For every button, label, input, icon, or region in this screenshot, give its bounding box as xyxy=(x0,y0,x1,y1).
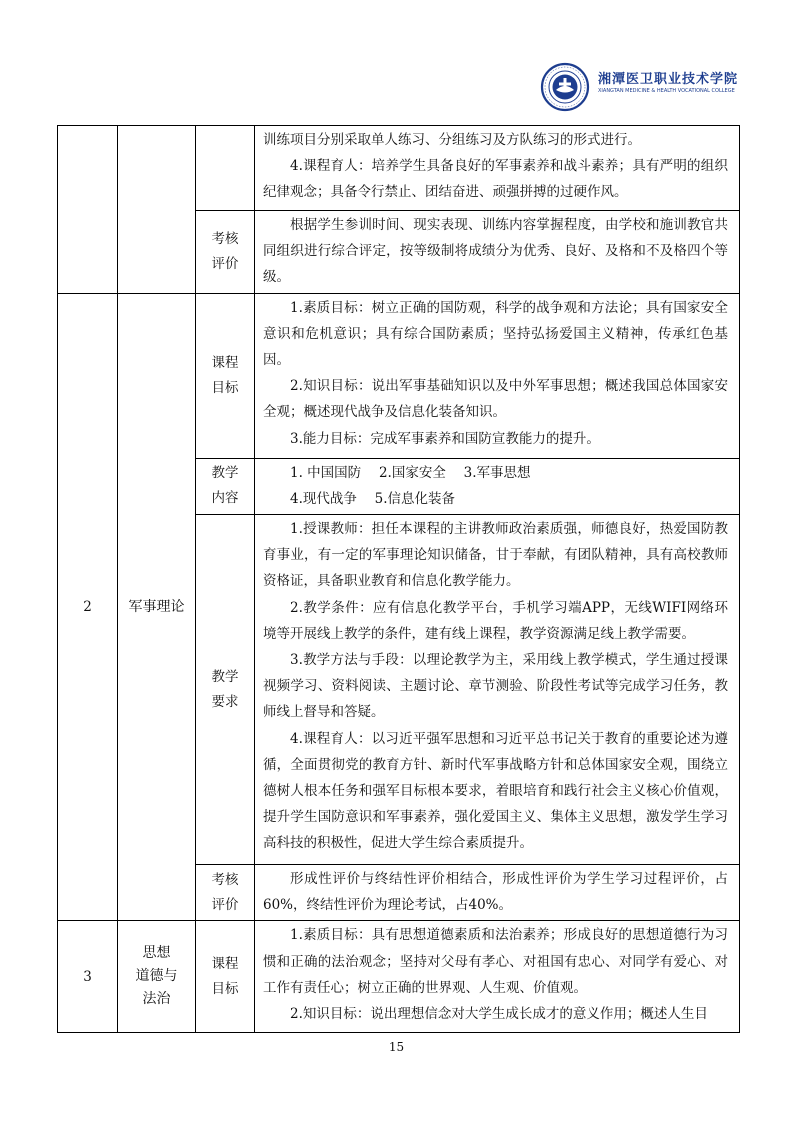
content-paragraph: 3.教学方法与手段：以理论教学为主，采用线上教学模式，学生通过授课视频学习、资料阅读、主题讨论、章节测验、阶段性考试等完成学习任务，教师线上督导和答疑。 xyxy=(263,652,728,721)
section-label: 课程目标 xyxy=(196,293,255,458)
row-number: 3 xyxy=(58,921,118,1033)
content-cell xyxy=(255,921,740,1033)
table-row xyxy=(58,293,740,458)
content-paragraph: 2.教学条件：应有信息化教学平台，手机学习端APP，无线WIFI网络环境等开展线上教学的条件，建有线上课程，教学资源满足线上教学需要。 xyxy=(263,599,728,642)
page-number: 15 xyxy=(388,1040,405,1054)
content-paragraph: 4.现代战争 5.信息化装备 xyxy=(290,490,456,507)
table-row xyxy=(58,921,740,1033)
number-cell xyxy=(58,126,118,294)
section-label-cell xyxy=(196,126,255,211)
content-cell xyxy=(255,211,740,294)
content-paragraph: 4.课程育人：以习近平强军思想和习近平总书记关于教育的重要论述为遵循，全面贯彻党的教育方针、新时代军事战略方针和总体国家安全观，围绕立德树人根本任务和强军目标根本要求，着眼培育和践行社会主义核心价值观，提升学生国防意识和军事素养，强化爱国主义、集体主义思想，激发学生学习高科技的积极性，促进大学生综合素质提升。 xyxy=(263,730,728,852)
content-paragraph: 形成性评价与终结性评价相结合，形成性评价为学生学习过程评价，占60%，终结性评价为理论考试，占40%。 xyxy=(263,871,728,914)
row-number: 2 xyxy=(58,293,118,921)
content-paragraph: 2.知识目标：说出军事基础知识以及中外军事思想；概述我国总体国家安全观；概述现代战争及信息化装备知识。 xyxy=(263,378,728,421)
college-english-name: XIANGTAN MEDICINE & HEALTH VOCATIONAL COLLEGE xyxy=(598,88,735,94)
content-paragraph: 1. 中国国防 2.国家安全 3.军事思想 xyxy=(290,464,531,481)
section-label: 教学内容 xyxy=(196,458,255,514)
college-logo xyxy=(540,62,740,114)
course-name: 思想 道德与 法治 xyxy=(118,921,196,1033)
course-name-cell xyxy=(118,126,196,294)
section-label: 考核评价 xyxy=(196,211,255,294)
section-label: 教学要求 xyxy=(196,515,255,865)
content-cell xyxy=(255,515,740,865)
section-label: 考核评价 xyxy=(196,865,255,921)
content-paragraph: 1.素质目标：树立正确的国防观，科学的战争观和方法论；具有国家安全意识和危机意识；具有综合国防素质；坚持弘扬爱国主义精神，传承红色基因。 xyxy=(263,299,728,369)
content-cell xyxy=(255,458,740,514)
college-name: 湘潭医卫职业技术学院 xyxy=(598,72,739,87)
content-paragraph: 1.素质目标：具有思想道德素质和法治素养；形成良好的思想道德行为习惯和正确的法治观念；坚持对父母有孝心、对祖国有忠心、对同学有爱心、对工作有责任心；树立正确的世界观、人生观、价值观。 xyxy=(263,927,728,996)
table-row xyxy=(58,126,740,211)
content-paragraph: 2.知识目标：说出理想信念对大学生成长成才的意义作用；概述人生目 xyxy=(290,1006,708,1023)
content-cell xyxy=(255,126,740,211)
college-seal-icon xyxy=(540,62,590,112)
content-paragraph: 1.授课教师：担任本课程的主讲教师政治素质强，师德良好，热爱国防教育事业，有一定的军事理论知识储备，甘于奉献，有团队精神，具有高校教师资格证，具备职业教育和信息化教学能力。 xyxy=(263,521,728,590)
content-paragraph: 3.能力目标：完成军事素养和国防宣教能力的提升。 xyxy=(290,430,600,447)
section-label: 课程目标 xyxy=(196,921,255,1033)
content-paragraph: 4.课程育人：培养学生具备良好的军事素养和战斗素养；具有严明的组织纪律观念；具备令行禁止、团结奋进、顽强拼搏的过硬作风。 xyxy=(263,158,728,201)
course-name: 军事理论 xyxy=(118,293,196,921)
content-paragraph: 根据学生参训时间、现实表现、训练内容掌握程度，由学校和施训教官共同组织进行综合评定，按等级制将成绩分为优秀、良好、及格和不及格四个等级。 xyxy=(263,217,728,286)
content-paragraph: 训练项目分别采取单人练习、分组练习及方队练习的形式进行。 xyxy=(263,132,641,148)
content-cell xyxy=(255,293,740,458)
content-cell xyxy=(255,865,740,921)
curriculum-table xyxy=(57,125,740,1033)
